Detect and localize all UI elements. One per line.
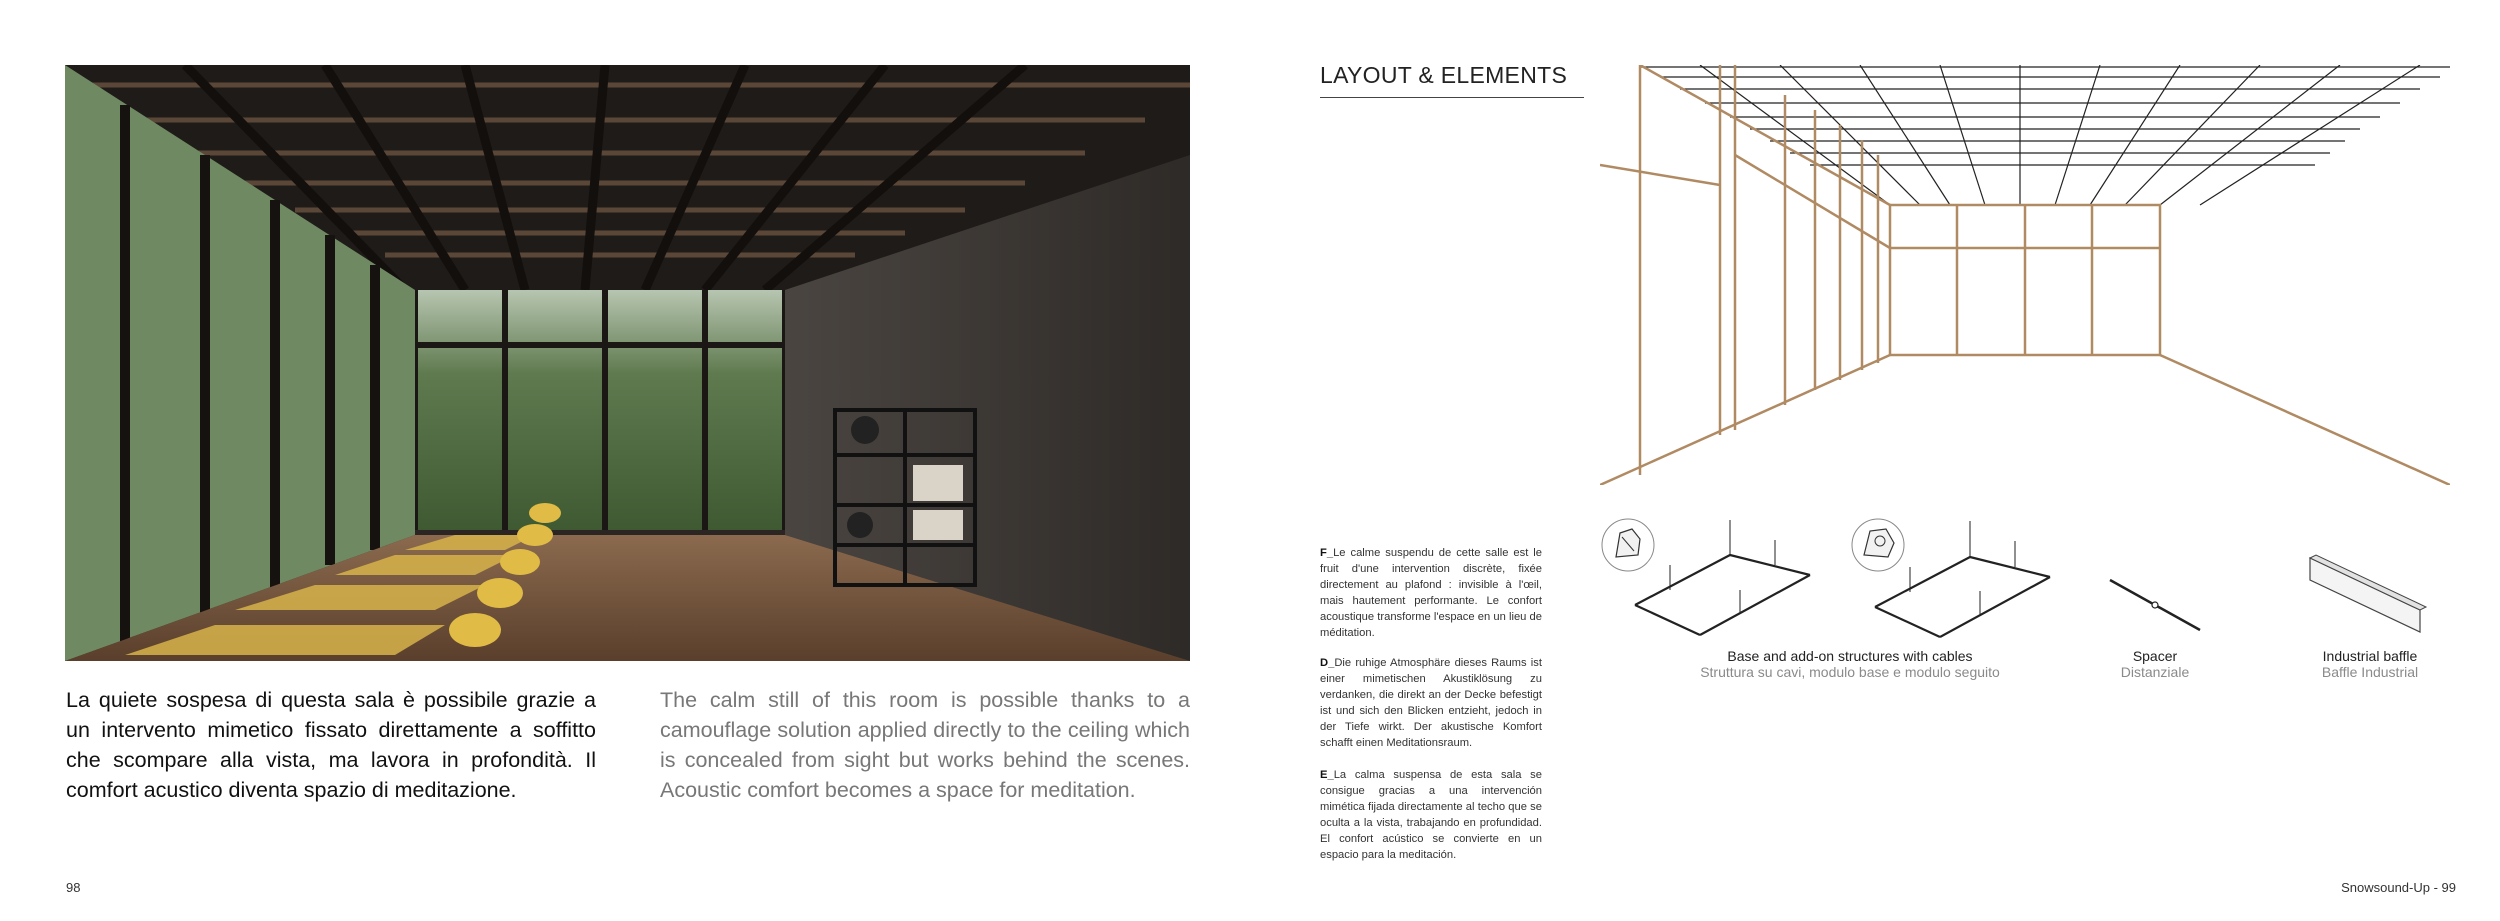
- lang-code-e: E_: [1320, 769, 1334, 781]
- text-block-german: [1320, 655, 1542, 751]
- room-outline: [1600, 65, 2450, 485]
- caption-cable-structure-label: Base and add-on structures with cables: [1727, 648, 1973, 664]
- text-spanish: La calma suspensa de esta sala se consigue gracias a una intervención mimética fijada directamente al techo que se oculta a la vista, trabajando en profundidad. El confort acústico se convierte en un espacio para la meditación.: [1320, 769, 1542, 861]
- text-german: Die ruhige Atmosphäre dieses Raums ist einer mimetischen Akustiklösung zu verdanken, die direkt an der Decke befestigt ist und sich den Blicken entzieht, jedoch in der Tiefe wirkt. Der akustische Komfort schafft einen Meditationsraum.: [1320, 657, 1542, 749]
- lang-code-d: D_: [1320, 657, 1335, 669]
- caption-cable-structure-sublabel: Struttura su cavi, modulo base e modulo seguito: [1700, 664, 2000, 680]
- meditation-room-photo: [65, 65, 1190, 661]
- page-footer-right: Snowsound-Up - 99: [2341, 880, 2456, 895]
- page-number-left: 98: [66, 880, 81, 895]
- ceiling-baffles: [1640, 65, 2450, 205]
- baffle-icon: [2300, 550, 2430, 640]
- caption-industrial-baffle: [2290, 648, 2450, 680]
- photo-illustration: [65, 65, 1190, 661]
- caption-spacer-label: Spacer: [2132, 648, 2178, 664]
- caption-baffle-sublabel: Baffle Industrial: [2321, 664, 2419, 680]
- spacer-icon: [2100, 570, 2210, 640]
- lang-code-f: F_: [1320, 547, 1334, 559]
- caption-spacer: [2080, 648, 2230, 680]
- text-block-spanish: [1320, 767, 1542, 863]
- cable-structure-icon: [1600, 515, 2070, 645]
- body-text-english: The calm still of this room is possible thanks to a camouflage solution applied directly to the ceiling which is concealed from sight but works behind the scenes. Acoustic comfort becomes a space for meditation.: [660, 688, 1190, 802]
- text-french: Le calme suspendu de cette salle est le fruit d'une intervention discrète, fixée directement au plafond : invisible à l'œil, mais hautement performante. Le confort acoustique transforme l'espace en un lieu de méditation.: [1320, 547, 1542, 639]
- section-title: LAYOUT & ELEMENTS: [1320, 62, 1584, 98]
- caption-baffle-label: Industrial baffle: [2322, 648, 2418, 664]
- caption-spacer-sublabel: Distanziale: [2120, 664, 2190, 680]
- body-text-italian: La quiete sospesa di questa sala è possibile grazie a un intervento mimetico fissato direttamente a soffitto che scompare alla vista, ma lavora in profondità. Il comfort acustico diventa spazio di meditazione.: [66, 688, 596, 802]
- ceiling-line-drawing: [1600, 65, 2450, 485]
- text-block-french: [1320, 545, 1542, 641]
- caption-cable-structure: [1680, 648, 2020, 680]
